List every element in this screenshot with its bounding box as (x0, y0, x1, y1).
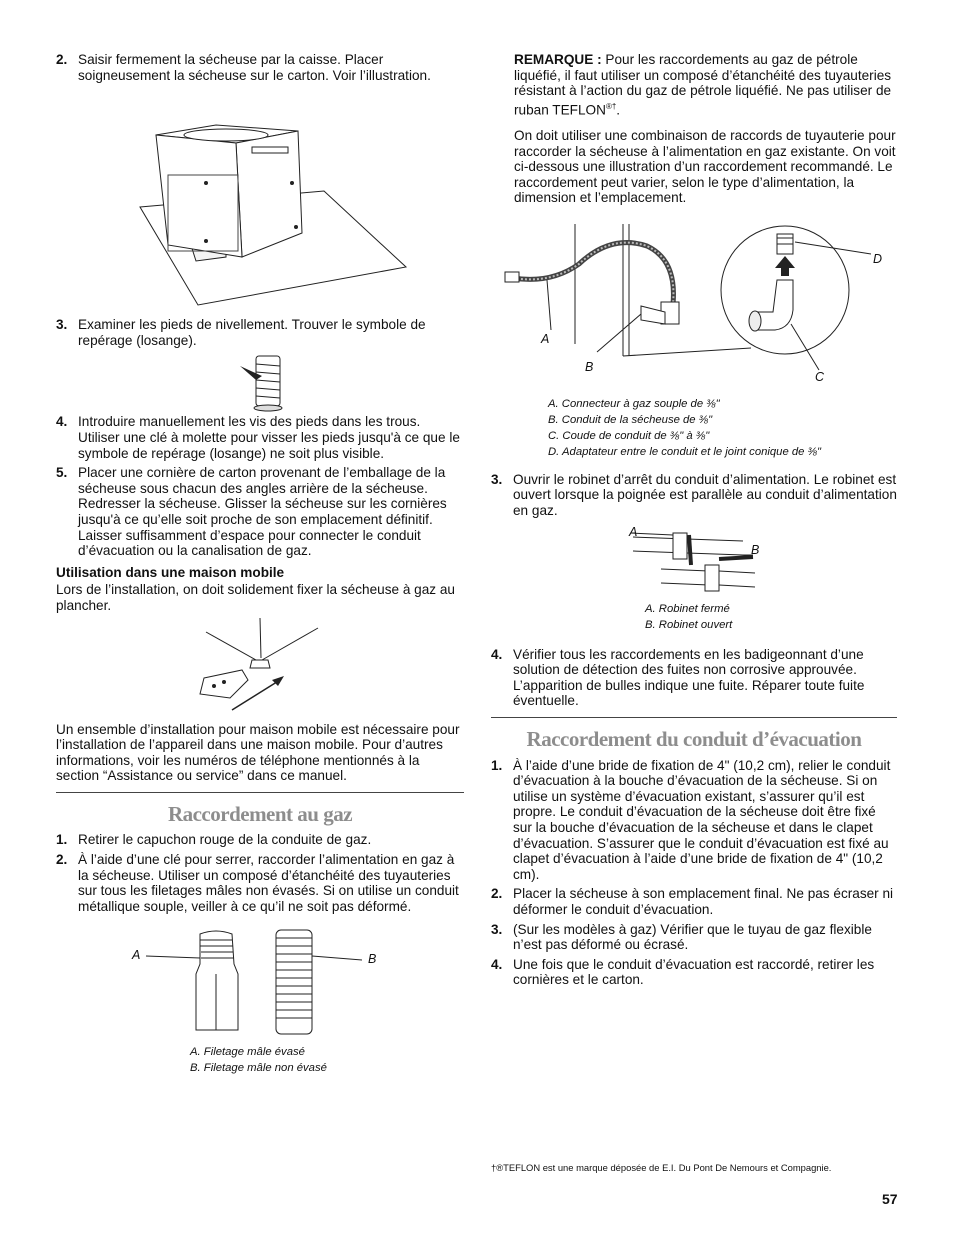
label-b: B (368, 952, 377, 967)
page-number: 57 (882, 1191, 898, 1207)
exhaust-step: 3. (Sur les modèles à gaz) Vérifier que le tuyau de gaz flexible n’est pas déformé ou écrasé. (491, 921, 872, 953)
exhaust-step: 1. À l’aide d’une bride de fixation de 4" (10,2 cm), relier le conduit d’évacuation à la bouche d’évacuation de la sécheuse. Si on utilise un système d’évacuation existant, s’assurer qu’il est propre. Le conduit d’évacuation de la sécheuse doit être fixé sur la bouche d’évacuation de la sécheuse et dans le clapet d’évacuation. S’assurer que le conduit d’évacuation est fixé au clapet d’évacuation à l’aide d’une bride de fixation de 4" (10,2 cm). (491, 757, 891, 882)
label-b: B (585, 359, 594, 374)
valve-captions: A. Robinet fermé B. Robinet ouvert (645, 602, 733, 631)
leveling-leg-illustration (56, 352, 464, 414)
label-b: B (751, 542, 760, 557)
mobile-home-heading: Utilisation dans une maison mobile (56, 564, 285, 580)
remark: REMARQUE : Pour les raccordements au gaz de pétrole liquéfié, il faut utiliser un composé d’étanchéité des tuyauteries résistant à l’action du gaz de pétrole liquéfié. Ne pas utiliser de ruban TEFLON®†. (514, 52, 892, 118)
section-divider (491, 717, 897, 718)
left-column (56, 52, 464, 1076)
mobile-home-kit-text: Un ensemble d’installation pour maison mobile est nécessaire pour l’installation de l’appareil dans une maison mobile. Pour d’autres informations, voir les numéros de téléphone mentionnés à la section “Assistance ou service” dans ce manuel. (56, 721, 460, 784)
fittings-combo-text: On doit utiliser une combinaison de raccords de tuyauterie pour raccorder la sécheuse à l’alimentation en gaz existante. On voit ci-dessous une illustration d’un raccordement recommandé. Le raccordement peut varier, selon le type d’alimentation, la dimension et l’emplacement. (514, 127, 896, 206)
label-a: A (132, 948, 141, 963)
label-d: D (873, 251, 883, 266)
exhaust-steps (491, 758, 897, 988)
mobile-home-bracket-illustration (56, 618, 464, 718)
fitting-captions: A. Filetage mâle évasé B. Filetage mâle non évasé (190, 1046, 327, 1075)
dryer-on-carton-illustration (56, 87, 464, 317)
right-column (491, 52, 897, 992)
gas-section-title: Raccordement au gaz (167, 801, 353, 826)
label-a: A (541, 331, 550, 346)
step-4: 4. Vérifier tous les raccordements en les badigeonnant d’une solution de détection des fuites non corrosive approuvée. L’apparition de bulles indique une fuite. Réparer toute fuite éventuelle. (491, 646, 865, 709)
section-divider (56, 792, 464, 793)
exhaust-section-title: Raccordement du conduit d’évacuation (526, 727, 862, 752)
exhaust-step: 2. Placer la sécheuse à son emplacement final. Ne pas écraser ni déformer le conduit d’évacuation. (491, 886, 894, 917)
gas-step-1: 1. Retirer le capuchon rouge de la conduite de gaz. (56, 832, 372, 848)
footnote: †®TEFLON est une marque déposée de E.I. Du Pont De Nemours et Compagnie. (491, 1162, 832, 1173)
step-2: 2. Saisir fermement la sécheuse par la caisse. Placer soigneusement la sécheuse sur le carton. Voir l’illustration. (56, 52, 431, 83)
step-3: 3. Examiner les pieds de nivellement. Trouver le symbole de repérage (losange). (56, 317, 426, 348)
label-a: A (629, 524, 638, 539)
gas-connection-illustration (491, 224, 897, 394)
step-5: 5. Placer une cornière de carton provenant de l’emballage de la sécheuse sous chacun des angles arrière de la sécheuse. Redresser la sécheuse. Glisser la sécheuse sur les cornières jusqu'à ce qu’elle soit proche de son emplacement définitif. Laisser suffisamment d’espace pour connecter le conduit d’évacuation ou la canalisation de gaz. (56, 465, 447, 559)
connection-captions: A. Connecteur à gaz souple de ⅜" B. Conduit de la sécheuse de ⅜" C. Coude de conduit de ⅜" à ⅜" D. Adaptateur entre le conduit et le joint conique de ⅜" (548, 397, 822, 458)
shutoff-valve-illustration (491, 524, 897, 601)
exhaust-step: 4. Une fois que le conduit d’évacuation est raccordé, retirer les cornières et le carton. (491, 956, 875, 988)
mobile-home-text: Lors de l’installation, on doit solidement fixer la sécheuse à gaz au plancher. (56, 582, 455, 613)
label-c: C (815, 369, 825, 384)
gas-step-2: 2. À l’aide d’une clé pour serrer, raccorder l’alimentation en gaz à la sécheuse. Utiliser un composé d’étanchéité des tuyauteries sur tous les filetages mâles non évasés. Si on utilise un conduit métallique souple, veiller à ce qu’il ne soit pas déformé. (56, 852, 459, 914)
step-4: 4. Introduire manuellement les vis des pieds dans les trous. Utiliser une clé à molette pour visser les pieds jusqu'à ce que le symbole de repérage (losange) ne soit plus visible. (56, 414, 460, 461)
step-3: 3. Ouvrir le robinet d’arrêt du conduit d’alimentation. Le robinet est ouvert lorsque la poignée est parallèle au conduit d’alimentation en gaz. (491, 471, 897, 519)
pipe-fittings-illustration (56, 924, 464, 1044)
